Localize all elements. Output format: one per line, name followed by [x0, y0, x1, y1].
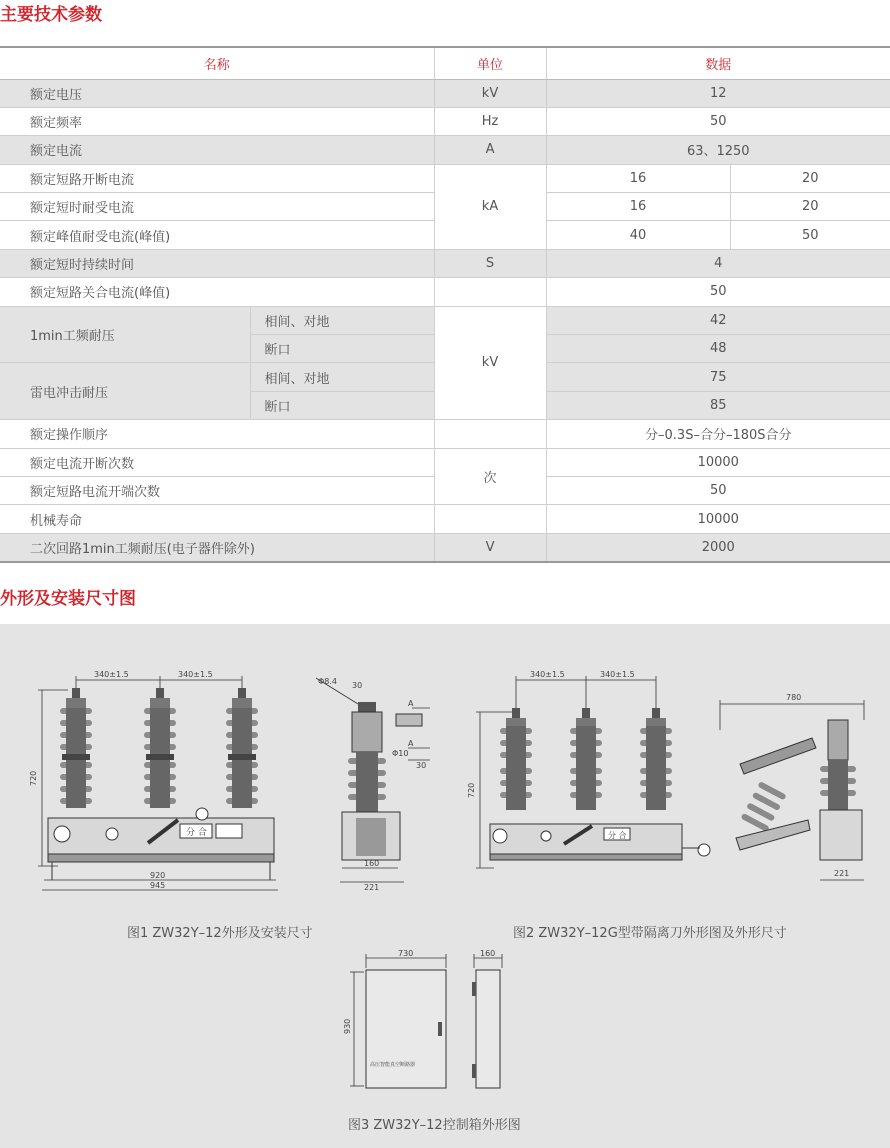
- fig1-body: [48, 808, 274, 880]
- fig1-caption: 图1 ZW32Y–12外形及安装尺寸: [127, 926, 313, 941]
- fig1-side-drawing: [312, 672, 442, 898]
- svg-text:780: 780: [786, 693, 802, 702]
- fig1-front-drawing: [28, 668, 288, 898]
- svg-text:30: 30: [352, 681, 363, 690]
- table-row: 1min工频耐压 相间、对地 kV 42: [0, 306, 890, 334]
- table-row: 额定峰值耐受电流(峰值) 40 50: [0, 221, 890, 249]
- svg-text:340±1.5: 340±1.5: [530, 670, 565, 679]
- svg-text:945: 945: [150, 881, 166, 890]
- table-row: 额定短时耐受电流 16 20: [0, 193, 890, 221]
- svg-text:A: A: [408, 739, 414, 748]
- svg-text:221: 221: [834, 869, 850, 878]
- fig3-box-label: 高压智能真空断路器: [370, 1062, 416, 1068]
- svg-text:340±1.5: 340±1.5: [94, 670, 129, 679]
- header-unit: 单位: [434, 47, 546, 79]
- svg-text:分 合: 分 合: [186, 828, 207, 838]
- table-row: 额定频率 Hz 50: [0, 107, 890, 135]
- fig3-drawing: [340, 946, 520, 1094]
- svg-text:340±1.5: 340±1.5: [178, 670, 213, 679]
- svg-text:A: A: [408, 699, 414, 708]
- spec-section-title: 主要技术参数: [0, 5, 102, 25]
- fig2-caption: 图2 ZW32Y–12G型带隔离刀外形图及外形尺寸: [513, 926, 787, 941]
- drawings-panel: [0, 624, 890, 1148]
- svg-text:340±1.5: 340±1.5: [600, 670, 635, 679]
- fig2-front-drawing: [464, 668, 720, 878]
- svg-text:920: 920: [150, 871, 166, 880]
- table-row: 额定电流开断次数 次 10000: [0, 448, 890, 476]
- table-row: 额定电压 kV 12: [0, 79, 890, 107]
- svg-text:Φ8.4: Φ8.4: [318, 677, 338, 686]
- svg-text:720: 720: [29, 770, 38, 786]
- fig1-insulators: [60, 688, 258, 808]
- table-row: 额定短路电流开端次数 50: [0, 476, 890, 504]
- unit-times: 次: [434, 448, 546, 505]
- table-row: 额定短路关合电流(峰值) 50: [0, 278, 890, 306]
- fig2-side-drawing: [712, 690, 878, 890]
- unit-kv: kV: [434, 306, 546, 420]
- svg-text:720: 720: [467, 782, 476, 798]
- table-row: 额定短路开断电流 kA 16 20: [0, 164, 890, 192]
- table-row: 断口 48: [0, 335, 890, 363]
- svg-text:Φ10: Φ10: [392, 749, 409, 758]
- header-name: 名称: [0, 47, 434, 79]
- svg-text:30: 30: [416, 761, 427, 770]
- spec-table: [0, 46, 890, 563]
- table-row: 雷电冲击耐压 相间、对地 75: [0, 363, 890, 391]
- drawing-section-title: 外形及安装尺寸图: [0, 589, 136, 609]
- table-row: 额定电流 A 63、1250: [0, 136, 890, 164]
- table-row: 机械寿命 10000: [0, 505, 890, 533]
- svg-text:221: 221: [364, 883, 380, 892]
- table-row: 断口 85: [0, 391, 890, 419]
- fig3-caption: 图3 ZW32Y–12控制箱外形图: [348, 1118, 521, 1133]
- svg-text:730: 730: [398, 949, 414, 958]
- table-header-row: [0, 47, 890, 79]
- svg-text:160: 160: [480, 949, 496, 958]
- svg-text:分 合: 分 合: [608, 831, 627, 840]
- header-data: 数据: [546, 47, 890, 79]
- table-row: 额定短时持续时间 S 4: [0, 249, 890, 277]
- table-row: 二次回路1min工频耐压(电子器件除外) V 2000: [0, 533, 890, 561]
- svg-text:930: 930: [343, 1018, 352, 1034]
- fig2-insulators: [500, 708, 672, 810]
- fig2-side-pole: [736, 720, 862, 860]
- fig1-side-pole: [342, 702, 422, 860]
- unit-ka: kA: [434, 164, 546, 249]
- table-row: 额定操作顺序 分–0.3S–合分–180S合分: [0, 420, 890, 448]
- svg-text:160: 160: [364, 859, 380, 868]
